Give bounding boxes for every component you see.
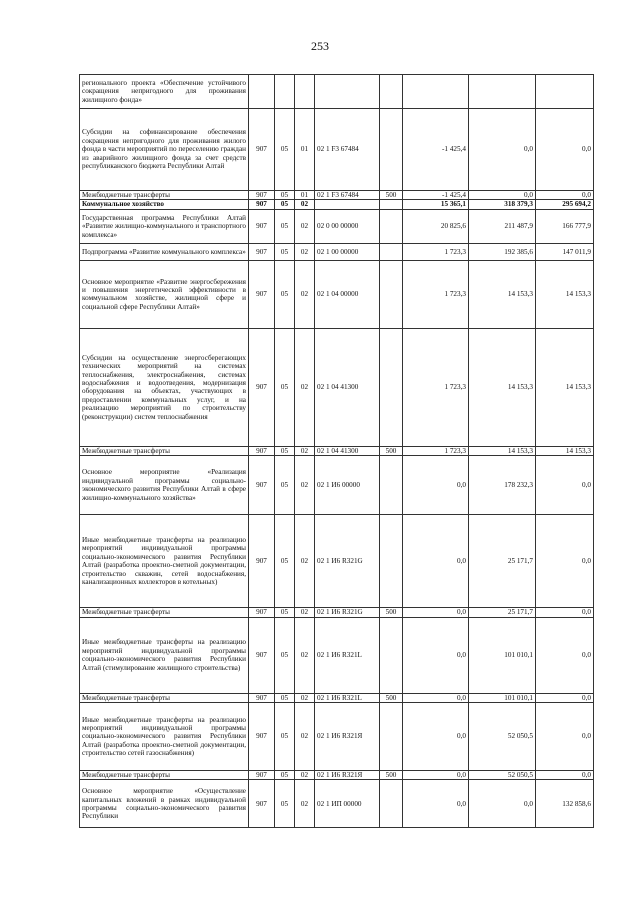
expense-type-code xyxy=(380,780,403,828)
subsection-code: 02 xyxy=(295,608,315,617)
section-code: 05 xyxy=(275,209,295,243)
ministry-code: 907 xyxy=(249,703,275,771)
target-article-code: 02 1 04 41300 xyxy=(315,446,380,455)
target-article-code: 02 1 И6 R321G xyxy=(315,515,380,608)
amount-year-3: 0,0 xyxy=(536,608,594,617)
amount-year-2: 52 050,5 xyxy=(469,771,536,780)
expense-type-code xyxy=(380,243,403,260)
subsection-code: 02 xyxy=(295,703,315,771)
section-code: 05 xyxy=(275,693,295,702)
table-row xyxy=(80,608,594,617)
amount-year-1: 0,0 xyxy=(403,780,469,828)
row-name: Межбюджетные трансферты xyxy=(80,608,249,617)
table-row xyxy=(80,456,594,515)
row-name: Иные межбюджетные трансферты на реализацию мероприятий индивидуальной программы социально-экономического развития Республики Алтай (разработка проектно-сметной документации, строительство сетей газоснабжения) xyxy=(80,703,249,771)
ministry-code: 907 xyxy=(249,617,275,693)
subsection-code: 01 xyxy=(295,191,315,200)
expense-type-code xyxy=(380,109,403,191)
ministry-code xyxy=(249,75,275,109)
section-code: 05 xyxy=(275,771,295,780)
table-row xyxy=(80,515,594,608)
target-article-code: 02 1 F3 67484 xyxy=(315,109,380,191)
ministry-code: 907 xyxy=(249,771,275,780)
row-name: Основное мероприятие «Развитие энергосбережения и повышения энергетической эффективности в коммунальном хозяйстве, жилищной сфере и социальной сфере Республики Алтай» xyxy=(80,260,249,328)
amount-year-3: 14 153,3 xyxy=(536,328,594,446)
table-row xyxy=(80,200,594,209)
row-name: Государственная программа Республики Алтай «Развитие жилищно-коммунального и транспортного комплекса» xyxy=(80,209,249,243)
section-code: 05 xyxy=(275,328,295,446)
subsection-code: 02 xyxy=(295,243,315,260)
amount-year-1: 1 723,3 xyxy=(403,243,469,260)
amount-year-3: 0,0 xyxy=(536,617,594,693)
amount-year-1: -1 425,4 xyxy=(403,109,469,191)
expense-type-code xyxy=(380,515,403,608)
row-name: Подпрограмма «Развитие коммунального комплекса» xyxy=(80,243,249,260)
amount-year-3: 0,0 xyxy=(536,771,594,780)
subsection-code: 02 xyxy=(295,693,315,702)
section-code: 05 xyxy=(275,446,295,455)
amount-year-2: 25 171,7 xyxy=(469,608,536,617)
amount-year-3: 166 777,9 xyxy=(536,209,594,243)
expense-type-code xyxy=(380,617,403,693)
amount-year-1: 1 723,3 xyxy=(403,328,469,446)
target-article-code: 02 1 И6 R321Я xyxy=(315,703,380,771)
section-code xyxy=(275,75,295,109)
subsection-code: 02 xyxy=(295,200,315,209)
table-row xyxy=(80,191,594,200)
target-article-code: 02 1 04 00000 xyxy=(315,260,380,328)
expense-type-code xyxy=(380,703,403,771)
amount-year-2: 25 171,7 xyxy=(469,515,536,608)
amount-year-2 xyxy=(469,75,536,109)
subsection-code: 02 xyxy=(295,515,315,608)
section-code: 05 xyxy=(275,243,295,260)
table-row xyxy=(80,446,594,455)
ministry-code: 907 xyxy=(249,209,275,243)
target-article-code: 02 1 И6 R321L xyxy=(315,693,380,702)
row-name: Субсидии на осуществление энергосберегающих технических мероприятий на системах теплоснабжения, электроснабжения, системах водоснабжения и водоотведения, модернизация оборудования на объектах, участвующих в предоставлении коммунальных услуг, и на реализацию мероприятий по строительству (реконструкции) систем теплоснабжения xyxy=(80,328,249,446)
subsection-code: 02 xyxy=(295,456,315,515)
amount-year-3: 14 153,3 xyxy=(536,446,594,455)
target-article-code xyxy=(315,200,380,209)
table-row xyxy=(80,328,594,446)
expense-type-code xyxy=(380,200,403,209)
table-row xyxy=(80,243,594,260)
amount-year-2: 0,0 xyxy=(469,780,536,828)
target-article-code xyxy=(315,75,380,109)
table-row xyxy=(80,780,594,828)
subsection-code: 02 xyxy=(295,780,315,828)
ministry-code: 907 xyxy=(249,780,275,828)
row-name: Иные межбюджетные трансферты на реализацию мероприятий индивидуальной программы социально-экономического развития Республики Алтай (разработка проектно-сметной документации, строительство скважин, сетей водоснабжения, канализационных коллекторов в котельных) xyxy=(80,515,249,608)
amount-year-3: 0,0 xyxy=(536,191,594,200)
amount-year-2: 101 010,1 xyxy=(469,693,536,702)
section-code: 05 xyxy=(275,200,295,209)
table-row xyxy=(80,209,594,243)
ministry-code: 907 xyxy=(249,446,275,455)
target-article-code: 02 1 F3 67484 xyxy=(315,191,380,200)
subsection-code: 02 xyxy=(295,209,315,243)
table-row xyxy=(80,771,594,780)
amount-year-3: 132 858,6 xyxy=(536,780,594,828)
subsection-code: 02 xyxy=(295,771,315,780)
expense-type-code xyxy=(380,75,403,109)
ministry-code: 907 xyxy=(249,200,275,209)
target-article-code: 02 1 04 41300 xyxy=(315,328,380,446)
expense-type-code: 500 xyxy=(380,608,403,617)
table-row xyxy=(80,75,594,109)
amount-year-2: 0,0 xyxy=(469,191,536,200)
amount-year-3: 147 011,9 xyxy=(536,243,594,260)
amount-year-2: 318 379,3 xyxy=(469,200,536,209)
table-row xyxy=(80,703,594,771)
section-code: 05 xyxy=(275,109,295,191)
amount-year-1 xyxy=(403,75,469,109)
section-code: 05 xyxy=(275,456,295,515)
row-name: Коммунальное хозяйство xyxy=(80,200,249,209)
subsection-code xyxy=(295,75,315,109)
ministry-code: 907 xyxy=(249,260,275,328)
amount-year-1: 0,0 xyxy=(403,617,469,693)
section-code: 05 xyxy=(275,515,295,608)
section-code: 05 xyxy=(275,260,295,328)
ministry-code: 907 xyxy=(249,328,275,446)
amount-year-3: 295 694,2 xyxy=(536,200,594,209)
target-article-code: 02 0 00 00000 xyxy=(315,209,380,243)
target-article-code: 02 1 ИП 00000 xyxy=(315,780,380,828)
amount-year-2: 52 050,5 xyxy=(469,703,536,771)
amount-year-1: 15 365,1 xyxy=(403,200,469,209)
amount-year-1: 0,0 xyxy=(403,515,469,608)
target-article-code: 02 1 И6 R321G xyxy=(315,608,380,617)
amount-year-1: 0,0 xyxy=(403,693,469,702)
section-code: 05 xyxy=(275,703,295,771)
ministry-code: 907 xyxy=(249,191,275,200)
page-number: 253 xyxy=(311,39,329,53)
amount-year-1: 20 825,6 xyxy=(403,209,469,243)
expense-type-code: 500 xyxy=(380,771,403,780)
section-code: 05 xyxy=(275,608,295,617)
table-row xyxy=(80,109,594,191)
amount-year-3: 0,0 xyxy=(536,703,594,771)
amount-year-3: 0,0 xyxy=(536,456,594,515)
amount-year-2: 14 153,3 xyxy=(469,446,536,455)
amount-year-3 xyxy=(536,75,594,109)
section-code: 05 xyxy=(275,191,295,200)
amount-year-1: 1 723,3 xyxy=(403,260,469,328)
expense-type-code xyxy=(380,456,403,515)
amount-year-2: 211 487,9 xyxy=(469,209,536,243)
ministry-code: 907 xyxy=(249,515,275,608)
row-name: Межбюджетные трансферты xyxy=(80,446,249,455)
amount-year-3: 14 153,3 xyxy=(536,260,594,328)
amount-year-1: 0,0 xyxy=(403,703,469,771)
amount-year-1: 0,0 xyxy=(403,456,469,515)
ministry-code: 907 xyxy=(249,109,275,191)
section-code: 05 xyxy=(275,617,295,693)
amount-year-2: 101 010,1 xyxy=(469,617,536,693)
amount-year-1: -1 425,4 xyxy=(403,191,469,200)
subsection-code: 02 xyxy=(295,260,315,328)
expense-type-code: 500 xyxy=(380,446,403,455)
expense-type-code: 500 xyxy=(380,693,403,702)
ministry-code: 907 xyxy=(249,693,275,702)
amount-year-1: 0,0 xyxy=(403,608,469,617)
expense-type-code xyxy=(380,328,403,446)
amount-year-3: 0,0 xyxy=(536,693,594,702)
subsection-code: 02 xyxy=(295,328,315,446)
amount-year-1: 0,0 xyxy=(403,771,469,780)
budget-table xyxy=(79,74,594,828)
row-name: Основное мероприятие «Реализация индивидуальной программы социально-экономического развития Республики Алтай в сфере жилищно-коммунального хозяйства» xyxy=(80,456,249,515)
target-article-code: 02 1 И6 00000 xyxy=(315,456,380,515)
target-article-code: 02 1 И6 R321L xyxy=(315,617,380,693)
expense-type-code: 500 xyxy=(380,191,403,200)
target-article-code: 02 1 00 00000 xyxy=(315,243,380,260)
amount-year-1: 1 723,3 xyxy=(403,446,469,455)
amount-year-3: 0,0 xyxy=(536,109,594,191)
table-row xyxy=(80,260,594,328)
amount-year-2: 0,0 xyxy=(469,109,536,191)
table-row xyxy=(80,693,594,702)
subsection-code: 01 xyxy=(295,109,315,191)
amount-year-3: 0,0 xyxy=(536,515,594,608)
table-row xyxy=(80,617,594,693)
ministry-code: 907 xyxy=(249,456,275,515)
ministry-code: 907 xyxy=(249,608,275,617)
amount-year-2: 192 385,6 xyxy=(469,243,536,260)
row-name: Иные межбюджетные трансферты на реализацию мероприятий индивидуальной программы социально-экономического развития Республики Алтай (стимулирование жилищного строительства) xyxy=(80,617,249,693)
subsection-code: 02 xyxy=(295,617,315,693)
ministry-code: 907 xyxy=(249,243,275,260)
row-name: Межбюджетные трансферты xyxy=(80,693,249,702)
amount-year-2: 14 153,3 xyxy=(469,328,536,446)
row-name: регионального проекта «Обеспечение устойчивого сокращения непригодного для проживания жилищного фонда» xyxy=(80,75,249,109)
expense-type-code xyxy=(380,209,403,243)
expense-type-code xyxy=(380,260,403,328)
row-name: Основное мероприятие «Осуществление капитальных вложений в рамках индивидуальной программы социально-экономического развития Республики xyxy=(80,780,249,828)
row-name: Межбюджетные трансферты xyxy=(80,191,249,200)
row-name: Субсидии на софинансирование обеспечения сокращения непригодного для проживания жилого фонда в части мероприятий по переселению граждан из аварийного жилищного фонда за счет средств республиканского бюджета Республики Алтай xyxy=(80,109,249,191)
target-article-code: 02 1 И6 R321Я xyxy=(315,771,380,780)
subsection-code: 02 xyxy=(295,446,315,455)
row-name: Межбюджетные трансферты xyxy=(80,771,249,780)
amount-year-2: 14 153,3 xyxy=(469,260,536,328)
amount-year-2: 178 232,3 xyxy=(469,456,536,515)
section-code: 05 xyxy=(275,780,295,828)
